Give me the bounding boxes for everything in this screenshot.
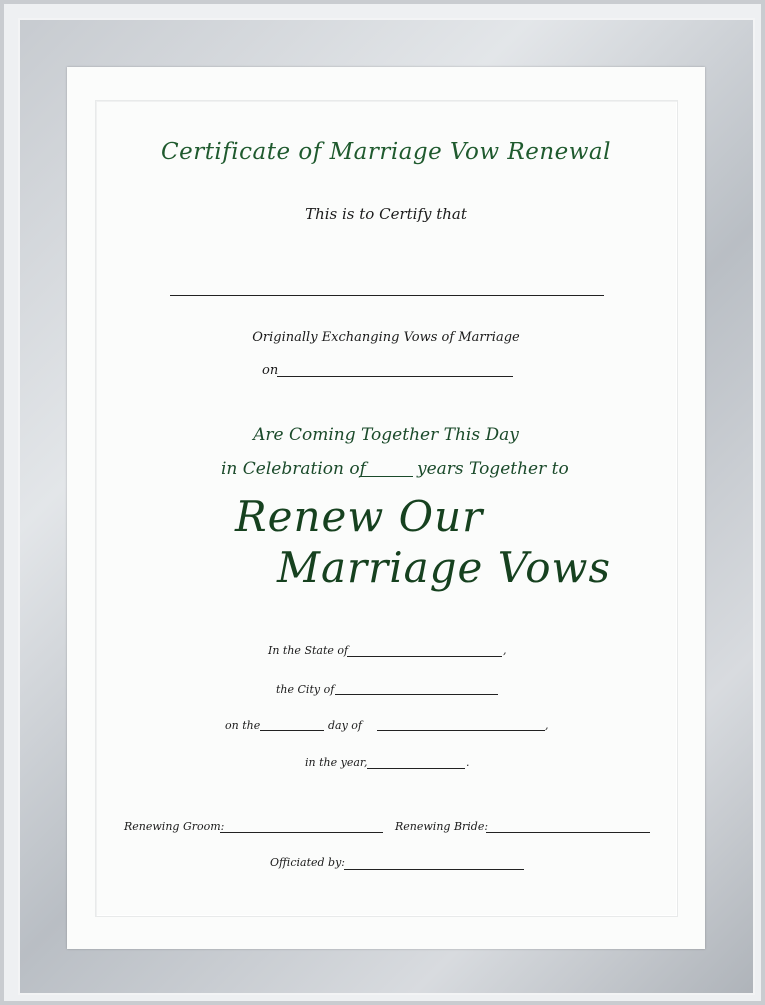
city-label: the City of xyxy=(276,683,335,696)
city-line xyxy=(335,694,498,695)
year-line xyxy=(367,768,465,769)
year-period: . xyxy=(466,756,470,769)
bride-line xyxy=(486,832,650,833)
on-label: on xyxy=(262,363,279,378)
officiated-label: Officiated by: xyxy=(270,856,345,869)
year-label: in the year, xyxy=(305,756,368,769)
day-comma: , xyxy=(545,719,549,732)
certify-text: This is to Certify that xyxy=(305,205,467,223)
state-label: In the State of xyxy=(268,644,349,657)
day-line xyxy=(260,730,324,731)
original-date-line xyxy=(277,376,513,377)
state-comma: , xyxy=(503,644,507,657)
groom-label: Renewing Groom: xyxy=(124,820,225,833)
on-the-label: on the xyxy=(225,719,261,732)
renew-line-1: Renew Our xyxy=(235,492,484,541)
month-line xyxy=(377,730,545,731)
state-line xyxy=(347,656,502,657)
certificate-paper xyxy=(67,67,705,949)
coming-together-text: Are Coming Together This Day xyxy=(253,425,519,445)
originally-text: Originally Exchanging Vows of Marriage xyxy=(252,330,520,345)
celebration-suffix: years Together to xyxy=(417,459,569,479)
day-of-label: day of xyxy=(328,719,363,732)
years-blank-line xyxy=(359,476,413,477)
names-blank-line xyxy=(170,295,604,296)
groom-line xyxy=(220,832,383,833)
officiant-line xyxy=(344,869,524,870)
certificate-title: Certificate of Marriage Vow Renewal xyxy=(160,139,612,165)
renew-line-2: Marriage Vows xyxy=(277,543,612,592)
celebration-prefix: in Celebration of xyxy=(221,459,366,479)
bride-label: Renewing Bride: xyxy=(395,820,489,833)
